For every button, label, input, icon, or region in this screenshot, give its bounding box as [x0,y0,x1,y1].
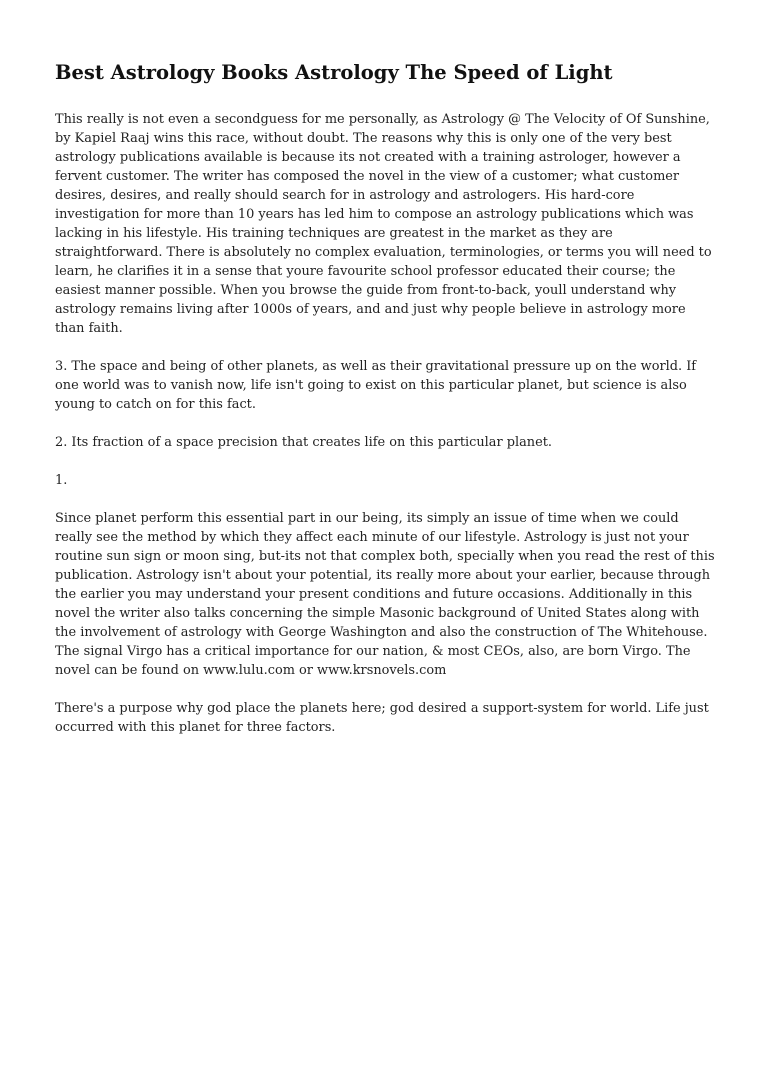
paragraph-conclusion: There's a purpose why god place the planets here; god desired a support-system for world. Life just occurred with this planet for three factors. [55,701,709,735]
paragraph-intro: This really is not even a secondguess for me personally, as Astrology @ The Velocity of Of Sunshine, by Kapiel Raaj wins this race, without doubt. The reasons why this is only one of the very best astrology publications available is because its not created with a training astrologer, however a fervent customer. The writer has composed the novel in the view of a customer; what customer desires, desires, and really should search for in astrology and astrologers. His hard-core investigation for more than 10 years has led him to compose an astrology publications which was lacking in his lifestyle. His training techniques are greatest in the market as they are straightforward. There is absolutely no complex evaluation, terminologies, or terms you will need to learn, he clarifies it in a sense that youre favourite school professor educated their course; the easiest manner possible. When you browse the guide from front-to-back, youll understand why astrology remains living after 1000s of years, and and just why people believe in astrology more than faith. [55,112,712,336]
paragraph-reason-3: 3. The space and being of other planets, as well as their gravitational pressure up on the world. If one world was to vanish now, life isn't going to exist on this particular planet, but science is also young to catch on for this fact. [55,359,697,412]
paragraph-reason-2: 2. Its fraction of a space precision that creates life on this particular planet. [55,435,553,450]
page-title: Best Astrology Books Astrology The Speed of Light [55,61,613,84]
paragraph-planets: Since planet perform this essential part in our being, its simply an issue of time when we could really see the method by which they affect each minute of our lifestyle. Astrology is just not your routine sun sign or moon sing, but-its not that complex both, specially when you read the rest of this publication. Astrology isn't about your potential, its really more about your earlier, because through the earlier you may understand your present conditions and future occasions. Additionally in this novel the writer also talks concerning the simple Masonic background of United States along with the involvement of astrology with George Washington and also the construction of The Whitehouse. The signal Virgo has a critical importance for our nation, & most CEOs, also, are born Virgo. The novel can be found on www.lulu.com or www.krsnovels.com [55,511,715,678]
document-page [55,58,715,756]
paragraph-reason-1: 1. [55,473,68,488]
